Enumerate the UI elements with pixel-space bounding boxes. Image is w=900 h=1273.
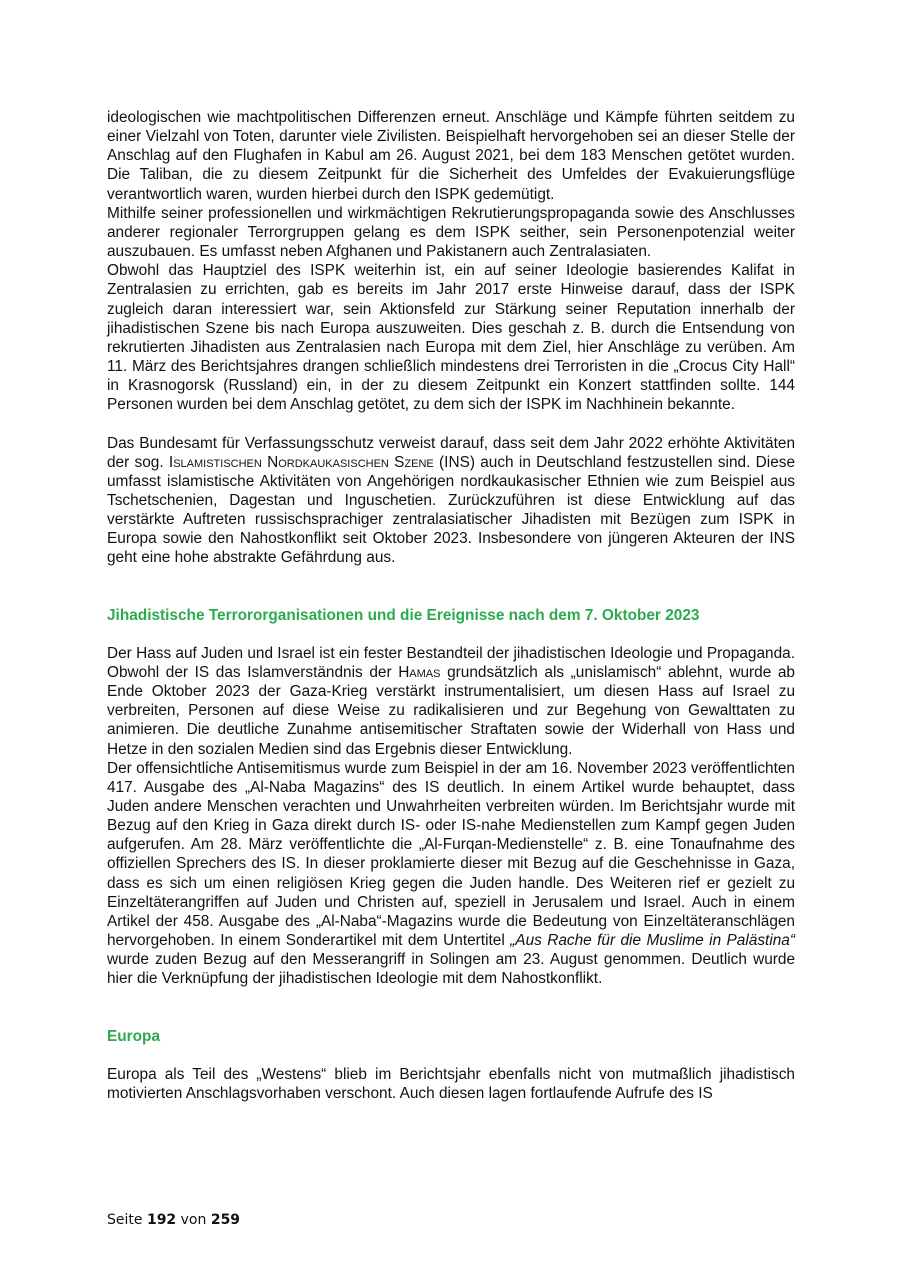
ins-term: Islamistischen Nordkaukasischen Szene [168, 453, 434, 471]
footer-prefix: Seite [107, 1212, 143, 1228]
paragraph-antisemitism [107, 759, 795, 989]
paragraph-ispk-recruitment: Mithilfe seiner professionellen und wirkmächtigen Rekrutierungspropaganda sowie des Anschlusses anderer regionaler Terrorgruppen gelang es dem ISPK seither, sein Personenpotenzial weiter auszubauen. Es umfasst neben Afghanen und Pakistanern auch Zentralasiaten. [107, 204, 795, 261]
document-page [107, 108, 795, 1103]
paragraph-antisemitism-text-2: wurde zuden Bezug auf den Messerangriff in Solingen am 23. August genommen. Deutlich wurde hier die Verknüpfung der jihadistischen Ideologie mit dem Nahostkonflikt. [107, 951, 795, 988]
paragraph-antisemitism-text-1: Der offensichtliche Antisemitismus wurde zum Beispiel in der am 16. November 2023 veröffentlichten 417. Ausgabe des „Al-Naba Magazins“ des IS deutlich. In einem Artikel wurde behauptet, dass Juden andere Menschen verachten und Unwahrheiten verbreiten würden. Im Berichtsjahr wurde mit Bezug auf den Krieg in Gaza direkt durch IS- oder IS-nahe Medienstellen zum Kampf gegen Juden aufgerufen. Am 28. März veröffentlichte die „Al-Furqan-Medienstelle“ z. B. eine Tonaufnahme des offiziellen Sprechers des IS. In dieser proklamierte dieser mit Bezug auf die Geschehnisse in Gaza, dass es sich um einen religiösen Krieg gegen die Juden handle. Des Weiteren rief er gezielt zu Einzeltäterangriffen auf Juden und Christen auf, speziell in Jerusalem und Israel. Auch in einem Artikel der 458. Ausgabe des „Al-Naba“-Magazins wurde die Bedeutung von Einzeltäteranschlägen hervorgehoben. In einem Sonderartikel mit dem Untertitel [107, 759, 795, 950]
section-heading-jihadist-organizations: Jihadistische Terrororganisationen und die Ereignisse nach dem 7. Oktober 2023 [107, 606, 700, 624]
footer-connector: von [180, 1212, 207, 1228]
subtitle-quote: „Aus Rache für die Muslime in Palästina“ [510, 932, 795, 950]
paragraph-ins-text-1: Das Bundesamt für Verfassungsschutz verweist darauf, dass seit dem Jahr 2022 erhöhte Aktivitäten der sog. [107, 434, 795, 471]
paragraph-ins-text-2: (INS) auch in Deutschland festzustellen sind. Diese umfasst islamistische Aktivitäten von Angehörigen nordkaukasischer Ethnien wie zum Beispiel aus Tschetschenien, Dagestan und Inguschetien. Zurückzuführen ist diese Entwicklung auf das verstärkte Auftreten russischsprachiger zentralasiatischer Jihadisten mit Bezügen zum ISPK in Europa sowie den Nahostkonflikt seit Oktober 2023. Insbesondere von jüngeren Akteuren der INS geht eine hohe abstrakte Gefährdung aus. [107, 453, 796, 567]
footer-total-pages: 259 [210, 1212, 241, 1228]
paragraph-hate-text-1: Der Hass auf Juden und Israel ist ein fester Bestandteil der jihadistischen Ideologie und Propaganda. Obwohl der IS das Islamverständnis der [107, 644, 795, 681]
section-heading-europa: Europa [107, 1027, 161, 1045]
paragraph-hate-propaganda [107, 644, 795, 759]
paragraph-europa: Europa als Teil des „Westens“ blieb im Berichtsjahr ebenfalls nicht von mutmaßlich jihadistisch motivierten Anschlagsvorhaben verschont. Auch diesen lagen fortlaufende Aufrufe des IS [107, 1065, 795, 1102]
page-footer [107, 1212, 240, 1228]
paragraph-ispk-europe: Obwohl das Hauptziel des ISPK weiterhin ist, ein auf seiner Ideologie basierendes Kalifat in Zentralasien zu errichten, gab es bereits im Jahr 2017 erste Hinweise darauf, dass der ISPK zugleich daran interessiert war, sein Aktionsfeld zur Stärkung seiner Reputation innerhalb der jihadistischen Szene bis nach Europa auszuweiten. Dies geschah z. B. durch die Entsendung von rekrutierten Jihadisten aus Zentralasien nach Europa mit dem Ziel, hier Anschläge zu verüben. Am 11. März des Berichtsjahres drangen schließlich mindestens drei Terroristen in die „Crocus City Hall“ in Krasnogorsk (Russland) ein, in der zu diesem Zeitpunkt ein Konzert stattfinden sollte. 144 Personen wurden bei dem Anschlag getötet, zu dem sich der ISPK im Nachhinein bekannte. [107, 262, 795, 414]
paragraph-ispk-differences: ideologischen wie machtpolitischen Differenzen erneut. Anschläge und Kämpfe führten seitdem zu einer Vielzahl von Toten, darunter viele Zivilisten. Beispielhaft hervorgehoben sei an dieser Stelle der Anschlag auf den Flughafen in Kabul am 26. August 2021, bei dem 183 Menschen getötet wurden. Die Taliban, die zu diesem Zeitpunkt für die Sicherheit des Umfeldes der Evakuierungsflüge verantwortlich waren, wurden hierbei durch den ISPK gedemütigt. [107, 109, 795, 203]
paragraph-hate-text-2: grundsätzlich als „unislamisch“ ablehnt, wurde ab Ende Oktober 2023 der Gaza-Krieg verstärkt instrumentalisiert, um diesen Hass auf Israel zu verbreiten, Personen auf diese Weise zu radikalisieren und zur Begehung von Gewalttaten zu animieren. Die deutliche Zunahme antisemitischer Straftaten sowie der Widerhall von Hass und Hetze in den sozialen Medien sind das Ergebnis dieser Entwicklung. [107, 663, 795, 758]
hamas-term: Hamas [398, 663, 441, 681]
footer-current-page: 192 [146, 1212, 177, 1228]
paragraph-ins [107, 434, 795, 568]
